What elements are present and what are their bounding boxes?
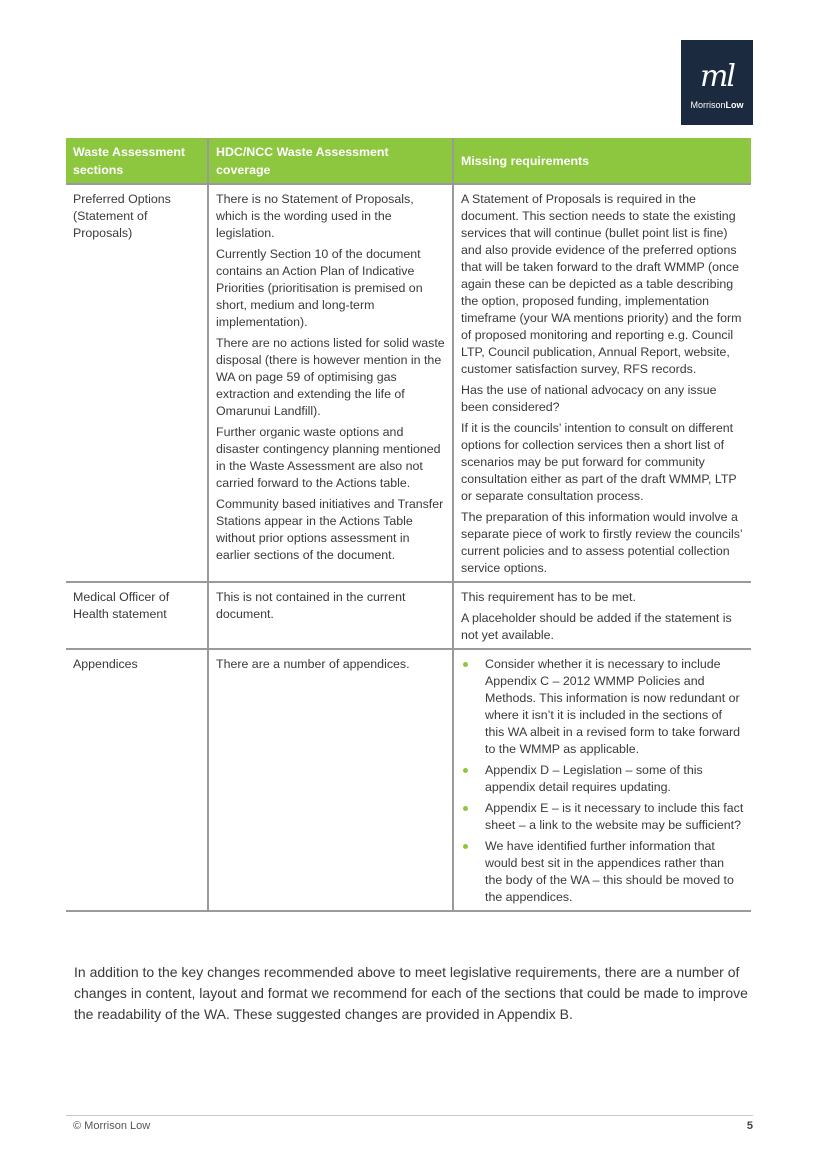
- header-missing: Missing requirements: [453, 138, 751, 184]
- list-item: [461, 800, 744, 834]
- logo-name-bold: Low: [725, 100, 744, 110]
- morrison-low-logo: [681, 40, 753, 125]
- coverage-paragraph: Currently Section 10 of the document contains an Action Plan of Indicative Priorities (prioritisation is premised on short, medium and long-term implementation).: [216, 247, 423, 329]
- bullet-text: We have identified further information that would best sit in the appendices rather than the body of the WA – this should be moved to the appendices.: [485, 839, 734, 904]
- logo-name-light: Morrison: [690, 100, 726, 110]
- missing-paragraph: This requirement has to be met.: [461, 590, 636, 604]
- section-cell: [66, 649, 208, 911]
- missing-paragraph: A Statement of Proposals is required in the document. This section needs to state the existing services that will continue (bullet point list is fine) and also provide evidence of the preferred options that will be taken forward to the draft WMMP (once again these can be depicted as a table describing the option, proposed funding, implementation timeframe (your WA mentions priority) and the form of proposed monitoring and reporting e.g. Council LTP, Council publication, Annual Report, website, customer satisfaction survey, RFS records.: [461, 192, 742, 376]
- bullet-text: Appendix E – is it necessary to include this fact sheet – a link to the website may be sufficient?: [485, 801, 744, 832]
- page-number: 5: [746, 1120, 753, 1132]
- table-row-medical-officer: [66, 582, 751, 649]
- coverage-paragraph: Further organic waste options and disaster contingency planning mentioned in the Waste Assessment are also not carried forward to the Actions table.: [216, 425, 441, 490]
- coverage-paragraph: Community based initiatives and Transfer Stations appear in the Actions Table without prior options assessment in earlier sections of the document.: [216, 497, 444, 562]
- bullet-dot-icon: [463, 662, 468, 667]
- section-name: Preferred Options (Statement of Proposals): [73, 192, 171, 240]
- missing-paragraph: If it is the councils’ intention to consult on different options for collection services then a short list of scenarios may be put forward for community consultation either as part of the draft WMMP, LTP or separate consultation process.: [461, 421, 737, 503]
- table-header-row: [66, 138, 751, 184]
- bullet-dot-icon: [463, 806, 468, 811]
- coverage-paragraph: This is not contained in the current document.: [216, 590, 406, 621]
- section-cell: [66, 582, 208, 649]
- missing-cell: [453, 649, 751, 911]
- section-name: Appendices: [73, 657, 138, 671]
- coverage-cell: [208, 649, 453, 911]
- missing-paragraph: A placeholder should be added if the statement is not yet available.: [461, 611, 732, 642]
- missing-bullet-list: [461, 656, 744, 906]
- logo-mark: ml: [699, 59, 735, 94]
- bullet-text: Appendix D – Legislation – some of this appendix detail requires updating.: [485, 763, 703, 794]
- missing-paragraph: Has the use of national advocacy on any issue been considered?: [461, 383, 717, 414]
- header-coverage: HDC/NCC Waste Assessment coverage: [208, 138, 453, 184]
- footer-copyright: © Morrison Low: [73, 1120, 151, 1132]
- section-cell: [66, 184, 208, 582]
- list-item: [461, 838, 744, 906]
- missing-paragraph: The preparation of this information would involve a separate piece of work to firstly review the councils’ current policies and to assess potential collection service options.: [461, 510, 743, 575]
- waste-assessment-table: [66, 138, 751, 912]
- table-row-appendices: [66, 649, 751, 911]
- coverage-paragraph: There are no actions listed for solid waste disposal (there is however mention in the WA on page 59 of optimising gas extraction and extending the life of Omarunui Landfill).: [216, 336, 445, 418]
- missing-cell: [453, 582, 751, 649]
- list-item: [461, 762, 744, 796]
- bullet-text: Consider whether it is necessary to include Appendix C – 2012 WMMP Policies and Methods. This information is now redundant or where it isn’t it is included in the sections of this WA albeit in a revised form to take forward to the WMMP as applicable.: [485, 657, 741, 756]
- bullet-dot-icon: [463, 768, 468, 773]
- coverage-cell: [208, 582, 453, 649]
- footer-divider: [66, 1115, 753, 1116]
- coverage-paragraph: There is no Statement of Proposals, which is the wording used in the legislation.: [216, 192, 414, 240]
- closing-paragraph: In addition to the key changes recommended above to meet legislative requirements, there are a number of changes in content, layout and format we recommend for each of the sections that could be made to improve the readability of the WA. These suggested changes are provided in Appendix B.: [74, 964, 748, 1022]
- header-sections: Waste Assessment sections: [66, 138, 208, 184]
- missing-cell: [453, 184, 751, 582]
- coverage-cell: [208, 184, 453, 582]
- bullet-dot-icon: [463, 844, 468, 849]
- section-name: Medical Officer of Health statement: [73, 590, 170, 621]
- coverage-paragraph: There are a number of appendices.: [216, 657, 410, 671]
- table-row-preferred-options: [66, 184, 751, 582]
- list-item: [461, 656, 744, 758]
- logo-name: [681, 100, 753, 110]
